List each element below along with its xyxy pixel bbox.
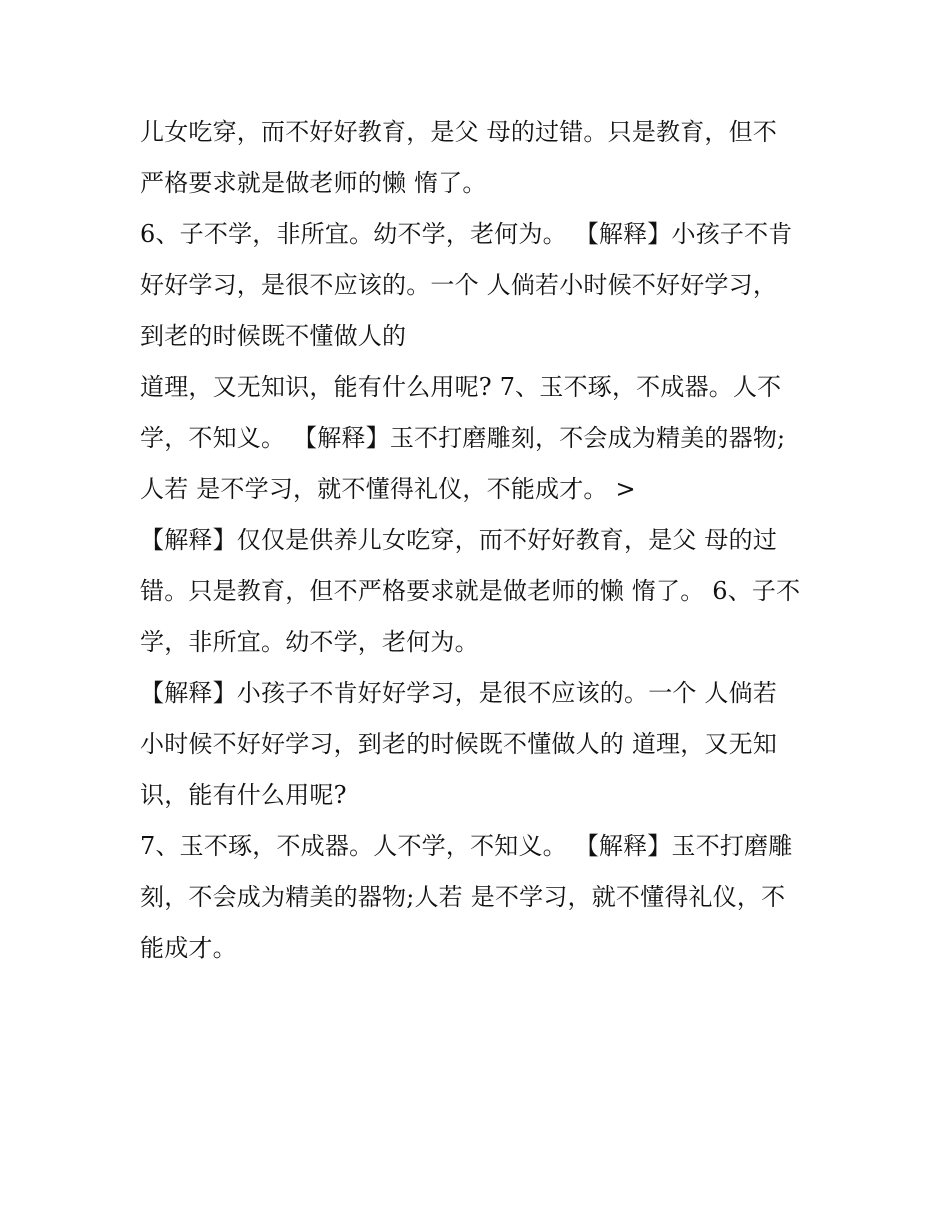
text-line: 学，非所宜。幼不学，老何为。 bbox=[140, 628, 479, 656]
text-line: 小时候不好好学习，到老的时候既不懂做人的 道理，又无知 bbox=[140, 730, 778, 758]
text-line: 到老的时候既不懂做人的 bbox=[140, 322, 407, 350]
text-line: 严格要求就是做老师的懒 惰了。 bbox=[140, 169, 487, 197]
document-body bbox=[140, 107, 820, 974]
text-line: 儿女吃穿，而不好好教育，是父 母的过错。只是教育，但不 bbox=[140, 118, 778, 146]
text-line: 7、玉不琢，不成器。人不学，不知义。 【解释】玉不打磨雕 bbox=[140, 832, 793, 860]
text-line: 【解释】小孩子不肯好好学习，是很不应该的。一个 人倘若 bbox=[140, 679, 778, 707]
text-line: 刻，不会成为精美的器物;人若 是不学习，就不懂得礼仪，不 bbox=[140, 883, 786, 911]
text-line: 6、子不学，非所宜。幼不学，老何为。 【解释】小孩子不肯 bbox=[140, 220, 793, 248]
text-line: 错。只是教育，但不严格要求就是做老师的懒 惰了。 6、子不 bbox=[140, 577, 801, 605]
text-line: 【解释】仅仅是供养儿女吃穿，而不好好教育，是父 母的过 bbox=[140, 526, 778, 554]
text-line: 学，不知义。 【解释】玉不打磨雕刻，不会成为精美的器物; bbox=[140, 424, 786, 452]
text-line: 能成才。 bbox=[140, 934, 237, 962]
text-line: 道理，又无知识，能有什么用呢? 7、玉不琢，不成器。人不 bbox=[140, 373, 782, 401]
text-line: 识，能有什么用呢? bbox=[140, 781, 347, 809]
text-line: 好好学习，是很不应该的。一个 人倘若小时候不好好学习， bbox=[140, 271, 778, 299]
text-line: 人若 是不学习，就不懂得礼仪，不能成才。 > bbox=[140, 475, 636, 503]
